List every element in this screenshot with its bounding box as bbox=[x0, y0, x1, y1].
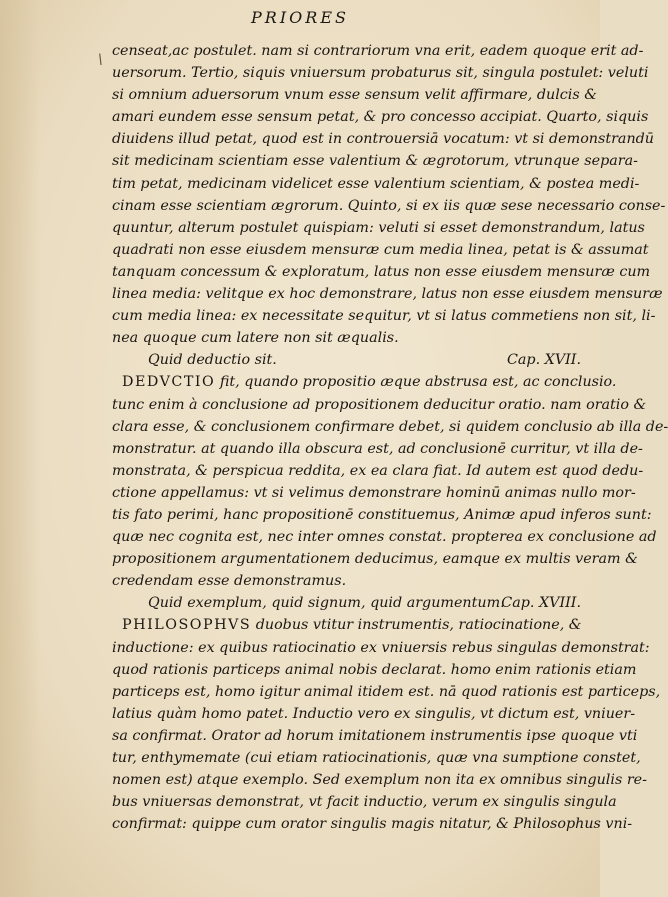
chapter-number: Cap. XVIII. bbox=[501, 595, 581, 612]
line-text: cinam esse scientiam ægrorum. Quinto, si ex iis quæ sese necessario conse- bbox=[112, 197, 666, 214]
line-text: nea quoque cum latere non sit æqualis. bbox=[112, 330, 399, 347]
text-line bbox=[112, 482, 636, 504]
text-line bbox=[112, 106, 649, 128]
line-text: latius quàm homo patet. Inductio vero ex singulis, vt dictum est, vniuer- bbox=[112, 705, 636, 722]
chapter-title: Quid exemplum, quid signum, quid argumentum. bbox=[148, 595, 505, 612]
line-text: si omnium aduersorum vnum esse sensum velit affirmare, dulcis & bbox=[112, 87, 597, 104]
line-text: cum media linea: ex necessitate sequitur, vt si latus commetiens non sit, li- bbox=[112, 308, 656, 325]
text-line bbox=[112, 681, 661, 703]
chapter-number: Cap. XVII. bbox=[506, 352, 581, 369]
line-text: fit, quando propositio æque abstrusa est, ac conclusio. bbox=[215, 374, 617, 391]
text-line bbox=[112, 394, 647, 416]
chapter-title: Quid deductio sit. bbox=[148, 352, 277, 369]
line-text: tim petat, medicinam videlicet esse valentium scientiam, & postea medi- bbox=[112, 175, 640, 192]
text-line bbox=[112, 813, 633, 835]
margin-mark: \ bbox=[98, 52, 103, 68]
text-line bbox=[112, 526, 657, 548]
text-line bbox=[112, 747, 641, 769]
initial-word: PHILOSOPHVS bbox=[122, 617, 252, 634]
line-text: inductione: ex quibus ratiocinatio ex vniuersis rebus singulas demonstrat: bbox=[112, 639, 650, 656]
line-text: credendam esse demonstramus. bbox=[112, 573, 347, 590]
text-line bbox=[112, 239, 649, 261]
line-text: monstrata, & perspicua reddita, ex ea clara fiat. Id autem est quod dedu- bbox=[112, 462, 644, 479]
text-line bbox=[112, 416, 668, 438]
initial-word: DEDVCTIO bbox=[122, 374, 216, 391]
line-text: duobus vtitur instrumentis, ratiocinatione, & bbox=[251, 617, 582, 634]
text-line bbox=[112, 305, 656, 327]
line-text: amari eundem esse sensum petat, & pro concesso accipiat. Quarto, siquis bbox=[112, 109, 649, 126]
line-text: tanquam concessum & exploratum, latus non esse eiusdem mensuræ cum bbox=[112, 263, 651, 280]
text-line bbox=[112, 637, 650, 659]
line-text: tur, enthymemate (cui etiam ratiocinationis, quæ vna sumptione constet, bbox=[112, 750, 641, 766]
line-text: ctione appellamus: vt si velimus demonstrare hominū animas nullo mor- bbox=[112, 484, 636, 501]
line-text: sit medicinam scientiam esse valentium & ægrotorum, vtrunque separa- bbox=[112, 153, 638, 170]
line-text: quadrati non esse eiusdem mensuræ cum media linea, petat is & assumat bbox=[112, 241, 649, 258]
text-line bbox=[112, 62, 649, 84]
line-text: diuidens illud petat, quod est in controuersiā vocatum: vt si demonstrandū bbox=[112, 131, 655, 148]
text-line bbox=[112, 725, 638, 747]
line-text: propositionem argumentationem deducimus, eamque ex multis veram & bbox=[112, 551, 638, 568]
line-text: uersorum. Tertio, siquis vniuersum probaturus sit, singula postulet: veluti bbox=[112, 65, 649, 82]
text-line bbox=[112, 261, 651, 283]
text-line bbox=[112, 438, 643, 460]
text-line bbox=[112, 283, 663, 305]
line-text: monstratur. at quando illa obscura est, ad conclusionē curritur, vt illa de- bbox=[112, 440, 643, 457]
chapter-heading bbox=[112, 592, 587, 614]
text-line bbox=[112, 128, 655, 150]
text-line bbox=[112, 791, 617, 813]
line-text: quæ nec cognita est, nec inter omnes constat. propterea ex conclusione ad bbox=[112, 529, 657, 546]
line-text: censeat,ac postulet. nam si contrariorum vna erit, eadem quoque erit ad- bbox=[112, 43, 644, 59]
text-line bbox=[112, 659, 637, 681]
text-line bbox=[112, 769, 647, 791]
line-text: quod rationis particeps animal nobis declarat. homo enim rationis etiam bbox=[112, 661, 637, 678]
page-gutter-shadow bbox=[0, 0, 40, 897]
line-text: bus vniuersas demonstrat, vt facit inductio, verum ex singulis singula bbox=[112, 794, 617, 811]
line-text: nomen est) atque exemplo. Sed exemplum non ita ex omnibus singulis re- bbox=[112, 772, 647, 789]
text-line bbox=[112, 614, 587, 636]
line-text: particeps est, homo igitur animal itidem est. nā quod rationis est particeps, bbox=[112, 683, 661, 700]
line-text: clara esse, & conclusionem confirmare debet, si quidem conclusio ab illa de- bbox=[112, 418, 668, 435]
chapter-heading bbox=[112, 349, 587, 371]
line-text: quuntur, alterum postulet quispiam: veluti si esset demonstrandum, latus bbox=[112, 219, 645, 236]
text-line bbox=[112, 504, 652, 526]
text-line bbox=[112, 40, 644, 62]
line-text: sa confirmat. Orator ad horum imitationem instrumentis ipse quoque vti bbox=[112, 727, 638, 744]
text-body bbox=[112, 40, 668, 835]
text-line bbox=[112, 703, 636, 725]
text-line bbox=[112, 548, 638, 570]
text-line bbox=[112, 371, 617, 393]
text-line bbox=[112, 84, 597, 106]
line-text: tis fato perimi, hanc propositionē constituemus, Animæ apud inferos sunt: bbox=[112, 506, 652, 523]
text-line bbox=[112, 150, 638, 172]
line-text: linea media: velitque ex hoc demonstrare, latus non esse eiusdem mensuræ bbox=[112, 286, 663, 303]
running-head: PRIORES bbox=[251, 8, 349, 27]
text-line bbox=[112, 460, 644, 482]
text-line bbox=[112, 570, 587, 592]
text-line bbox=[112, 327, 587, 349]
line-text: confirmat: quippe cum orator singulis magis nitatur, & Philosophus vni- bbox=[112, 816, 633, 833]
text-line bbox=[112, 195, 666, 217]
line-text: tunc enim à conclusione ad propositionem deducitur oratio. nam oratio & bbox=[112, 396, 647, 413]
text-line bbox=[112, 217, 645, 239]
text-line bbox=[112, 173, 640, 195]
